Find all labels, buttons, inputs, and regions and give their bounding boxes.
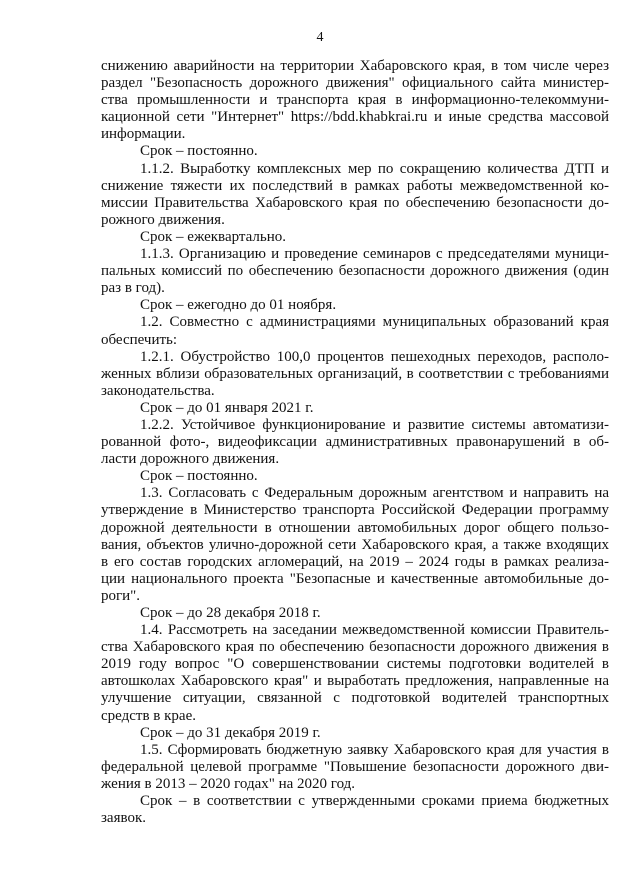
text-line: ции национального проекта "Безопасные и качественные автомобильные до- — [101, 570, 609, 587]
text-line: роги". — [101, 587, 141, 604]
text-line: раздел "Безопасность дорожного движения" официального сайта министер- — [101, 75, 609, 92]
text-line: пальных комиссий по обеспечению безопасности дорожного движения (один — [101, 263, 609, 280]
text-line: законодательства. — [101, 382, 215, 399]
text-line: заявок. — [101, 810, 146, 827]
text-line: раз в год). — [101, 280, 165, 297]
text-line: миссии Правительства Хабаровского края по обеспечению безопасности до- — [101, 194, 609, 211]
text-line: 1.2.1. Обустройство 100,0 процентов пешеходных переходов, располо- — [140, 348, 609, 365]
text-line: 1.3. Согласовать с Федеральным дорожным агентством и направить на — [140, 485, 609, 502]
text-line: 1.4. Рассмотреть на заседании межведомственной комиссии Правитель- — [140, 622, 609, 639]
text-line: Срок – до 31 декабря 2019 г. — [140, 724, 321, 741]
text-line: 2019 году вопрос "О совершенствовании системы подготовки водителей в — [101, 656, 609, 673]
text-line: дорожной деятельности в отношении автомобильных дорог общего пользо- — [101, 519, 609, 536]
text-line: жения в 2013 – 2020 годах" на 2020 год. — [101, 775, 356, 792]
text-line: снижение тяжести их последствий в рамках работы межведомственной ко- — [101, 177, 609, 194]
text-line: улучшение ситуации, связанной с подготовкой водителей транспортных — [101, 690, 609, 707]
text-line: Срок – до 28 декабря 2018 г. — [140, 605, 321, 621]
text-line: Срок – в соответствии с утвержденными сроками приема бюджетных — [140, 793, 609, 810]
text-line: вания, объектов улично-дорожной сети Хабаровского края, а также входящих — [101, 536, 609, 553]
text-line: ства Хабаровского края по обеспечению безопасности дорожного движения в — [101, 639, 609, 656]
text-line: средств в крае. — [101, 707, 196, 724]
text-line: автошколах Хабаровского края" и выработать предложения, направленные на — [101, 673, 609, 690]
text-line: снижению аварийности на территории Хабаровского края, в том числе через — [101, 58, 609, 74]
text-line: 1.1.2. Выработку комплексных мер по сокращению количества ДТП и — [140, 160, 609, 177]
page-number: 4 — [316, 30, 324, 45]
text-line: информации. — [101, 126, 186, 143]
document-body — [101, 58, 609, 827]
text-line: в его состав городских агломераций, на 2019 – 2024 годы в рамках реализа- — [101, 553, 609, 570]
text-line: 1.2.2. Устойчивое функционирование и развитие системы автоматизи- — [140, 416, 609, 433]
text-line: Срок – до 01 января 2021 г. — [140, 399, 314, 416]
text-line: Срок – ежеквартально. — [140, 228, 287, 245]
text-line: Срок – постоянно. — [140, 468, 258, 485]
text-line: кационной сети "Интернет" https://bdd.khabkrai.ru и иные средства массовой — [101, 109, 609, 126]
text-line: ства промышленности и транспорта края в информационно-телекоммуни- — [101, 92, 609, 109]
text-line: 1.5. Сформировать бюджетную заявку Хабаровского края для участия в — [140, 741, 609, 758]
text-line: Срок – постоянно. — [140, 143, 258, 160]
text-line: рованной фото-, видеофиксации административных правонарушений в об- — [101, 434, 609, 451]
text-line: рожного движения. — [101, 211, 225, 228]
text-line: утверждение в Министерство транспорта Российской Федерации программу — [101, 502, 609, 519]
text-line: 1.2. Совместно с администрациями муниципальных образований края — [140, 314, 609, 331]
text-line: Срок – ежегодно до 01 ноября. — [140, 297, 337, 314]
text-line: обеспечить: — [101, 331, 178, 348]
text-line: федеральной целевой программе "Повышение безопасности дорожного дви- — [101, 758, 609, 775]
text-line: женных вблизи образовательных организаций, в соответствии с требованиями — [101, 365, 609, 382]
text-line: 1.1.3. Организацию и проведение семинаров с председателями муници- — [140, 246, 609, 263]
text-line: ласти дорожного движения. — [101, 451, 280, 468]
